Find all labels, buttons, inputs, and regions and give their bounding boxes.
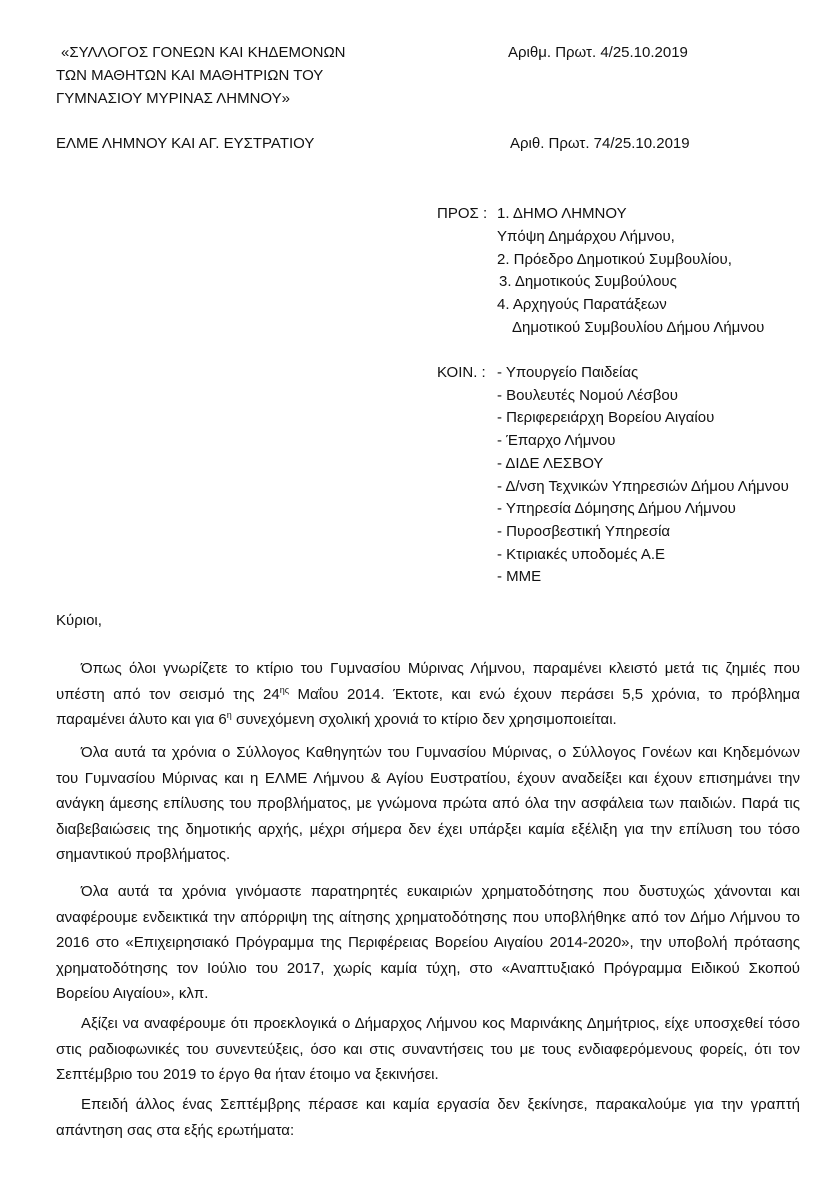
cc-item: - Υπηρεσία Δόμησης Δήμου Λήμνου bbox=[497, 500, 736, 517]
sender-line-3: ΓΥΜΝΑΣΙΟΥ ΜΥΡΙΝΑΣ ΛΗΜΝΟΥ» bbox=[56, 90, 290, 107]
body-paragraph-3: Όλα αυτά τα χρόνια γινόμαστε παρατηρητές ευκαιριών χρηματοδότησης που δυστυχώς χάνονται και αναφέρουμε ενδεικτικά την απόρριψη της αίτησης χρηματοδότησης που υποβλήθηκε από τον Δήμο Λήμνου το 2016 στο «Επιχειρησιακό Πρόγραμμα της Περιφέρειας Βορείου Αιγαίου 2014-2020», την υποβολή πρότασης χρηματοδότησης τον Ιούλιο του 2017, χωρίς καμία τύχη, στο «Αναπτυξιακό Πρόγραμμα Ειδικού Σκοπού Βορείου Αιγαίου», κλπ. bbox=[56, 883, 800, 1002]
sender-line-1: «ΣΥΛΛΟΓΟΣ ΓΟΝΕΩΝ ΚΑΙ ΚΗΔΕΜΟΝΩΝ bbox=[61, 44, 346, 61]
cc-label: ΚΟΙΝ. : bbox=[437, 364, 486, 381]
sender-line-4: ΕΛΜΕ ΛΗΜΝΟΥ ΚΑΙ ΑΓ. ΕΥΣΤΡΑΤΙΟΥ bbox=[56, 135, 315, 152]
cc-item: - Υπουργείο Παιδείας bbox=[497, 364, 639, 381]
recipient-item: 2. Πρόεδρο Δημοτικού Συμβουλίου, bbox=[497, 251, 732, 268]
recipient-item: Δημοτικού Συμβουλίου Δήμου Λήμνου bbox=[512, 319, 765, 336]
cc-item: - Κτιριακές υποδομές Α.Ε bbox=[497, 546, 665, 563]
cc-item: - ΜΜΕ bbox=[497, 568, 542, 585]
recipient-item: 4. Αρχηγούς Παρατάξεων bbox=[497, 296, 667, 313]
p1-text-a: Όπως όλοι γνωρίζετε το κτίριο του Γυμνασίου Μύρινας Λήμνου, παραμένει κλειστό μετά τις ζημιές που υπέστη από τον σεισμό της 24 bbox=[56, 660, 800, 703]
body-paragraph-1 bbox=[56, 656, 800, 733]
p1-text-c: συνεχόμενη σχολική χρονιά το κτίριο δεν χρησιμοποιείται. bbox=[231, 711, 617, 728]
body-paragraph-5: Επειδή άλλος ένας Σεπτέμβρης πέρασε και καμία εργασία δεν ξεκίνησε, παρακαλούμε για την γραπτή απάντηση σας στα εξής ερωτήματα: bbox=[56, 1096, 800, 1139]
cc-item: - Βουλευτές Νομού Λέσβου bbox=[497, 387, 678, 404]
protocol-number-2: Αριθ. Πρωτ. 74/25.10.2019 bbox=[510, 135, 690, 152]
p1-superscript-1: ης bbox=[279, 684, 290, 695]
sender-line-2: ΤΩΝ ΜΑΘΗΤΩΝ ΚΑΙ ΜΑΘΗΤΡΙΩΝ ΤΟΥ bbox=[56, 67, 324, 84]
protocol-number-1: Αριθμ. Πρωτ. 4/25.10.2019 bbox=[508, 44, 688, 61]
cc-item: - ΔΙΔΕ ΛΕΣΒΟΥ bbox=[497, 455, 604, 472]
body-paragraph-4: Αξίζει να αναφέρουμε ότι προεκλογικά ο Δήμαρχος Λήμνου κος Μαρινάκης Δημήτριος, είχε υποσχεθεί τόσο στις ραδιοφωνικές του συνεντεύξεις, όσο και στις συναντήσεις του με τους ενδιαφερόμενους φορείς, ότι τον Σεπτέμβριο του 2019 το έργο θα ήταν έτοιμο να ξεκινήσει. bbox=[56, 1015, 800, 1083]
recipients-label: ΠΡΟΣ : bbox=[437, 205, 488, 222]
p1-text-b: Μαΐου 2014. Έκτοτε, και ενώ έχουν περάσει 5,5 χρόνια, το πρόβλημα παραμένει άλυτο και για 6 bbox=[56, 685, 800, 728]
recipient-item: Υπόψη Δημάρχου Λήμνου, bbox=[497, 228, 675, 245]
p1-superscript-2: η bbox=[226, 710, 232, 720]
cc-item: - Δ/νση Τεχνικών Υπηρεσιών Δήμου Λήμνου bbox=[497, 478, 789, 495]
cc-item: - Περιφερειάρχη Βορείου Αιγαίου bbox=[497, 409, 715, 426]
cc-item: - Έπαρχο Λήμνου bbox=[497, 432, 616, 449]
recipient-item: 1. ΔΗΜΟ ΛΗΜΝΟΥ bbox=[497, 205, 627, 222]
body-paragraph-2: Όλα αυτά τα χρόνια ο Σύλλογος Καθηγητών του Γυμνασίου Μύρινας, ο Σύλλογος Γονέων και Κηδεμόνων του Γυμνασίου Μύρινας και η ΕΛΜΕ Λήμνου & Αγίου Ευστρατίου, έχουν αναδείξει και έχουν επισημάνει την ανάγκη άμεσης επίλυσης του προβλήματος, με γνώμονα πρώτα από όλα την ασφάλεια των παιδιών. Παρά τις διαβεβαιώσεις της δημοτικής αρχής, μέχρι σήμερα δεν έχει υπάρξει καμία εξέλιξη για την επίλυση του τόσο σημαντικού προβλήματος. bbox=[56, 744, 800, 863]
salutation: Κύριοι, bbox=[56, 612, 102, 629]
recipient-item: 3. Δημοτικούς Συμβούλους bbox=[499, 273, 677, 290]
cc-item: - Πυροσβεστική Υπηρεσία bbox=[497, 523, 671, 540]
